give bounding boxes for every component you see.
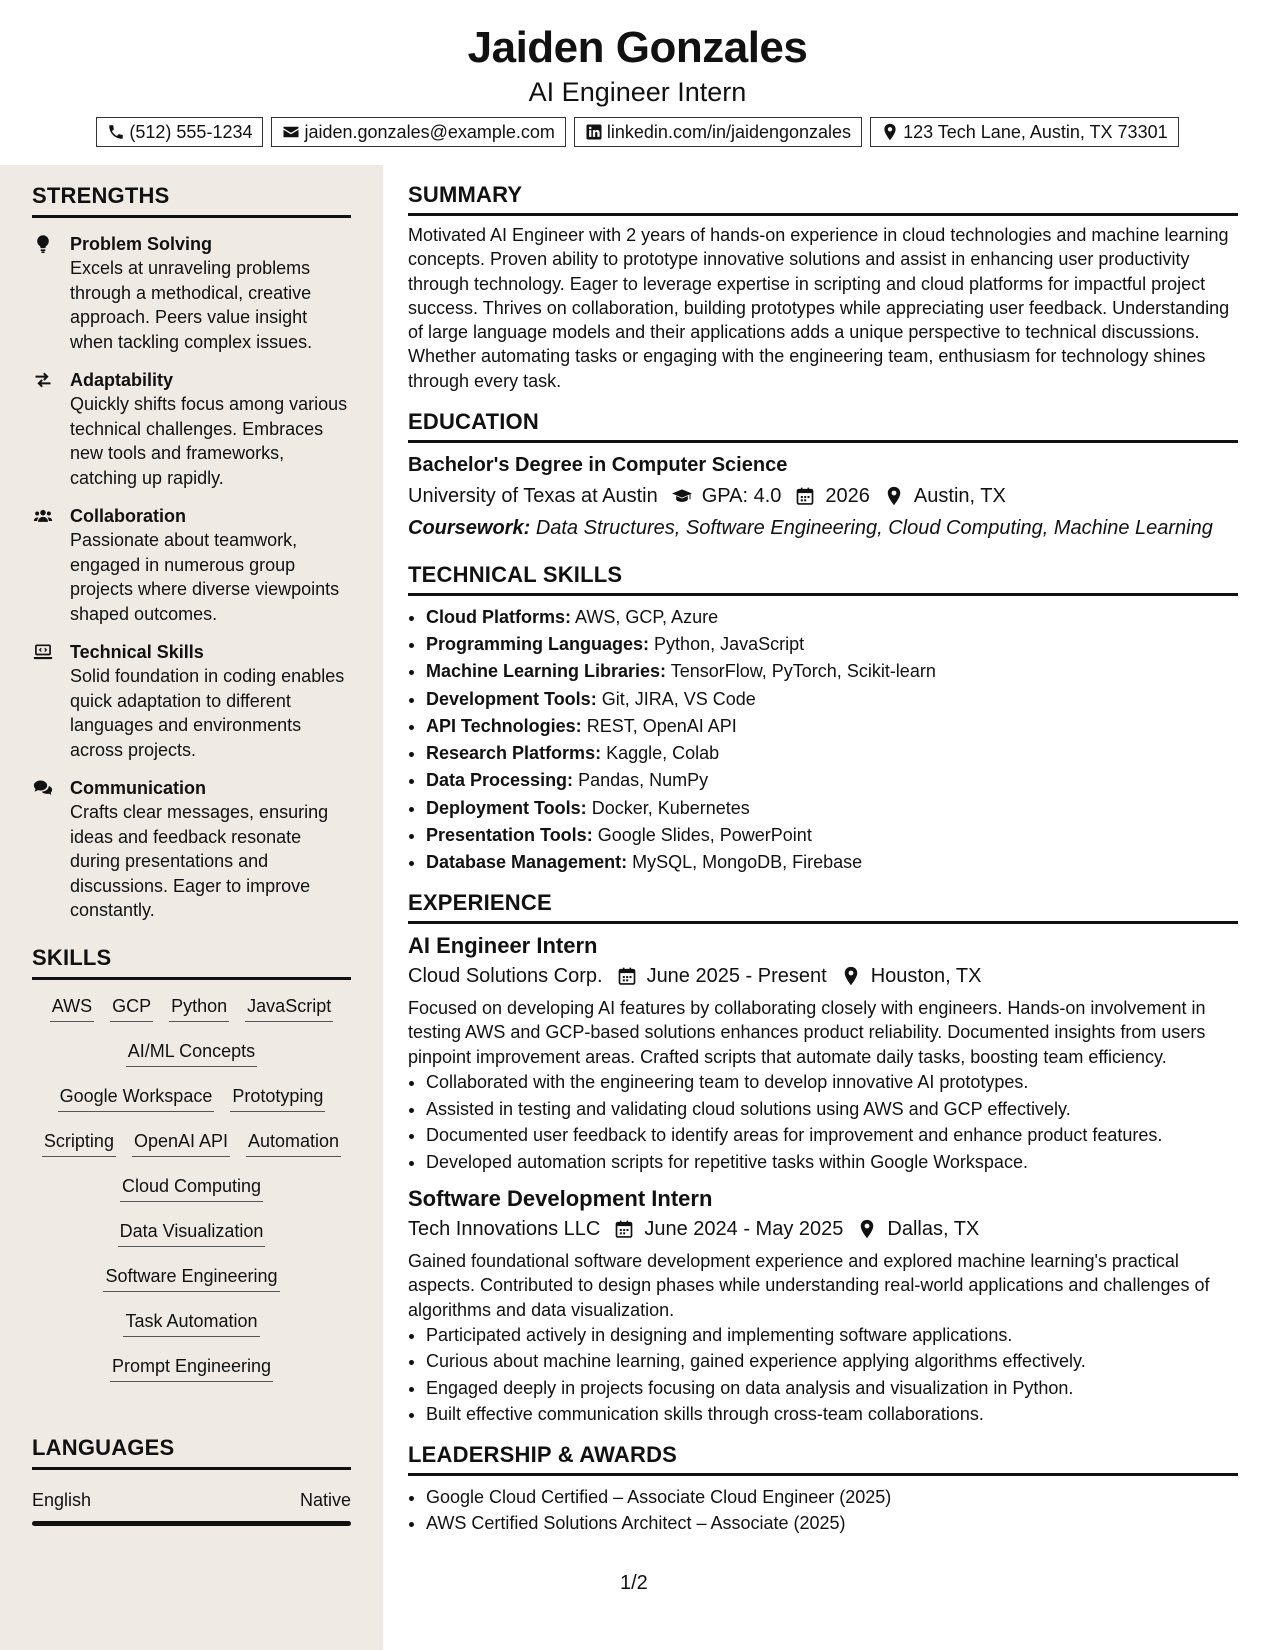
job-bullets	[408, 1069, 1238, 1175]
strength-item	[32, 368, 351, 490]
skill-tag: Scripting	[42, 1129, 116, 1157]
gpa-text: GPA: 4.0	[701, 485, 782, 508]
calendar-icon	[614, 1219, 634, 1239]
awards-list	[408, 1484, 1238, 1537]
list-item: • Curious about machine learning, gained experience applying algorithms effectively.	[426, 1348, 1238, 1375]
skill-label: Programming Languages:	[426, 634, 650, 655]
strength-item	[32, 232, 351, 354]
skill-tag: Data Visualization	[118, 1219, 266, 1247]
skill-label: Development Tools:	[426, 688, 597, 709]
summary-text: Motivated AI Engineer with 2 years of hands-on experience in cloud technologies and machine learning concepts. Proven ability to prototype innovative solutions and assist in enhancing user productivity through technology. Eager to leverage expertise in scripting and cloud platforms for impactful project success. Thrives on collaboration, building prototypes while appreciating user feedback. Understanding of large language models and their applications adds a unique perspective to technical discussions. Whether automating tasks or engaging with the engineering team, enthusiasm for technology shines through every task.	[408, 225, 1230, 391]
list-item: • Developed automation scripts for repetitive tasks within Google Workspace.	[426, 1149, 1238, 1176]
skill-label: Database Management:	[426, 851, 628, 872]
language-proficiency-bar	[32, 1521, 351, 1526]
list-item	[426, 822, 1238, 849]
strength-item	[32, 640, 351, 762]
phone-icon	[107, 123, 125, 141]
skill-tag: OpenAI API	[132, 1129, 230, 1157]
list-item: • Built effective communication skills through cross-team collaborations.	[426, 1401, 1238, 1428]
strengths-heading: STRENGTHS	[32, 183, 351, 218]
job-location: Houston, TX	[870, 965, 982, 988]
skills-cloud	[32, 994, 351, 1399]
job-description: Focused on developing AI features by collaborating closely with engineers. Hands-on involvement in testing AWS and GCP-based solutions enhances product reliability. Documented insights from users pinpoint improvement areas. Crafted scripts that automate daily tasks, boosting team efficiency.	[408, 998, 1206, 1067]
company-name: Tech Innovations LLC	[408, 1218, 601, 1240]
language-name: English	[32, 1489, 92, 1510]
strength-desc: Quickly shifts focus among various technical challenges. Embraces new tools and frameworks, catching up rapidly.	[70, 394, 348, 488]
education-meta	[408, 482, 1238, 510]
map-marker-icon	[857, 1219, 877, 1239]
contact-linkedin[interactable]	[574, 117, 862, 147]
job-dates: June 2024 - May 2025	[644, 1218, 844, 1240]
skill-tag: Prototyping	[230, 1084, 325, 1112]
job-meta	[408, 1215, 1238, 1243]
skill-label: Research Platforms:	[426, 743, 602, 764]
skill-tag: Python	[169, 994, 229, 1022]
strength-desc: Crafts clear messages, ensuring ideas and feedback resonate during presentations and discussions. Eager to improve constantly.	[70, 802, 329, 920]
skill-tag: Cloud Computing	[120, 1174, 263, 1202]
language-item	[32, 1490, 351, 1511]
company-name: Cloud Solutions Corp.	[408, 965, 603, 988]
resume-header	[0, 0, 1275, 147]
skill-tag: JavaScript	[245, 994, 333, 1022]
list-item	[426, 795, 1238, 822]
skill-value: TensorFlow, PyTorch, Scikit-learn	[670, 661, 936, 682]
job-entry	[408, 1185, 1238, 1428]
coursework-label: Coursework:	[408, 517, 531, 540]
candidate-title: AI Engineer Intern	[528, 77, 747, 107]
skill-tag: GCP	[110, 994, 153, 1022]
list-item: • Google Cloud Certified – Associate Cloud Engineer (2025)	[426, 1484, 1238, 1511]
job-description: Gained foundational software development experience and explored machine learning's practical aspects. Contributed to design phases while understanding real-world applications and challenges of algorithms and data visualization.	[408, 1251, 1210, 1320]
contact-phone[interactable]	[96, 117, 263, 147]
skill-value: REST, OpenAI API	[586, 715, 737, 736]
calendar-icon	[617, 966, 637, 986]
list-item: • Documented user feedback to identify areas for improvement and enhance product features.	[426, 1122, 1238, 1149]
list-item: • Participated actively in designing and implementing software applications.	[426, 1322, 1238, 1349]
skill-tag: AI/ML Concepts	[126, 1039, 257, 1067]
list-item: • Assisted in testing and validating cloud solutions using AWS and GCP effectively.	[426, 1096, 1238, 1123]
job-dates: June 2025 - Present	[646, 965, 827, 988]
list-item: • AWS Certified Solutions Architect – Associate (2025)	[426, 1510, 1238, 1537]
education-heading: EDUCATION	[408, 409, 1238, 443]
job-title: AI Engineer Intern	[408, 933, 598, 959]
experience-heading: EXPERIENCE	[408, 890, 1238, 924]
strength-title: Communication	[70, 778, 207, 798]
page-number: 1/2	[620, 1572, 648, 1594]
skill-value: Docker, Kubernetes	[591, 797, 750, 818]
linkedin-icon	[585, 123, 603, 141]
map-marker-icon	[841, 966, 861, 986]
school-name: University of Texas at Austin	[408, 485, 658, 508]
job-bullets	[408, 1322, 1238, 1428]
strength-title: Adaptability	[70, 370, 174, 390]
list-item	[426, 740, 1238, 767]
skill-value: AWS, GCP, Azure	[575, 607, 719, 628]
skill-label: API Technologies:	[426, 715, 582, 736]
job-title: Software Development Intern	[408, 1186, 713, 1211]
list-item: • Engaged deeply in projects focusing on data analysis and visualization in Python.	[426, 1375, 1238, 1402]
skill-value: Pandas, NumPy	[578, 770, 709, 791]
skill-label: Deployment Tools:	[426, 797, 587, 818]
skill-value: Git, JIRA, VS Code	[601, 688, 756, 709]
list-item	[426, 713, 1238, 740]
job-location: Dallas, TX	[887, 1218, 980, 1240]
calendar-icon	[795, 486, 815, 506]
strength-desc: Excels at unraveling problems through a methodical, creative approach. Peers value insight when tackling complex issues.	[70, 258, 313, 352]
strength-title: Technical Skills	[70, 642, 204, 662]
skill-label: Cloud Platforms:	[426, 607, 572, 628]
strength-title: Collaboration	[70, 506, 186, 526]
contact-email[interactable]	[271, 117, 565, 147]
job-entry	[408, 932, 1238, 1175]
list-item: • Collaborated with the engineering team to develop innovative AI prototypes.	[426, 1069, 1238, 1096]
graduation-cap-icon	[672, 486, 692, 506]
phone-text: (512) 555-1234	[129, 122, 253, 142]
envelope-icon	[282, 123, 300, 141]
list-item	[426, 686, 1238, 713]
graduation-year: 2026	[825, 485, 870, 508]
candidate-name: Jaiden Gonzales	[467, 23, 808, 72]
address-text: 123 Tech Lane, Austin, TX 73301	[903, 122, 1168, 142]
laptop-code-icon	[32, 642, 54, 662]
strength-item	[32, 504, 351, 626]
skill-tag: Task Automation	[123, 1309, 259, 1337]
languages-heading: LANGUAGES	[32, 1435, 351, 1470]
awards-heading: LEADERSHIP & AWARDS	[408, 1442, 1238, 1476]
strength-desc: Solid foundation in coding enables quick adaptation to different languages and environments across projects.	[70, 666, 345, 760]
map-marker-icon	[884, 486, 904, 506]
skill-value: Kaggle, Colab	[606, 743, 720, 764]
users-icon	[32, 506, 54, 526]
skill-label: Presentation Tools:	[426, 824, 593, 845]
technical-skills-list	[408, 604, 1238, 876]
degree-title: Bachelor's Degree in Computer Science	[408, 454, 788, 477]
coursework-list: Data Structures, Software Engineering, Cloud Computing, Machine Learning	[535, 517, 1213, 540]
skill-tag: Software Engineering	[103, 1264, 279, 1292]
skill-tag: AWS	[50, 994, 94, 1022]
list-item	[426, 658, 1238, 685]
skill-value: Google Slides, PowerPoint	[597, 824, 812, 845]
education-location: Austin, TX	[913, 485, 1006, 508]
skill-label: Machine Learning Libraries:	[426, 661, 667, 682]
skill-label: Data Processing:	[426, 770, 574, 791]
skill-value: Python, JavaScript	[654, 634, 805, 655]
skills-heading: SKILLS	[32, 945, 351, 980]
arrows-exchange-icon	[32, 370, 54, 390]
job-meta	[408, 962, 1238, 990]
technical-skills-heading: TECHNICAL SKILLS	[408, 562, 1238, 596]
strength-title: Problem Solving	[70, 234, 213, 254]
list-item	[426, 849, 1238, 876]
skill-tag: Google Workspace	[58, 1084, 215, 1112]
sidebar	[0, 165, 383, 1650]
contact-bar	[0, 117, 1275, 147]
main-column	[408, 182, 1238, 1537]
contact-address[interactable]	[870, 117, 1179, 147]
list-item	[426, 767, 1238, 794]
map-marker-icon	[881, 123, 899, 141]
comments-icon	[32, 778, 54, 798]
skill-tag: Automation	[246, 1129, 341, 1157]
skill-tag: Prompt Engineering	[110, 1354, 273, 1382]
list-item	[426, 631, 1238, 658]
linkedin-text: linkedin.com/in/jaidengonzales	[606, 122, 852, 142]
email-text: jaiden.gonzales@example.com	[304, 122, 555, 142]
skill-value: MySQL, MongoDB, Firebase	[632, 851, 863, 872]
list-item	[426, 604, 1238, 631]
summary-heading: SUMMARY	[408, 182, 1238, 216]
coursework	[408, 514, 1238, 542]
strength-desc: Passionate about teamwork, engaged in numerous group projects where diverse viewpoints shaped outcomes.	[70, 530, 340, 624]
language-level: Native	[299, 1489, 351, 1510]
strength-item	[32, 776, 351, 923]
lightbulb-icon	[32, 234, 54, 254]
